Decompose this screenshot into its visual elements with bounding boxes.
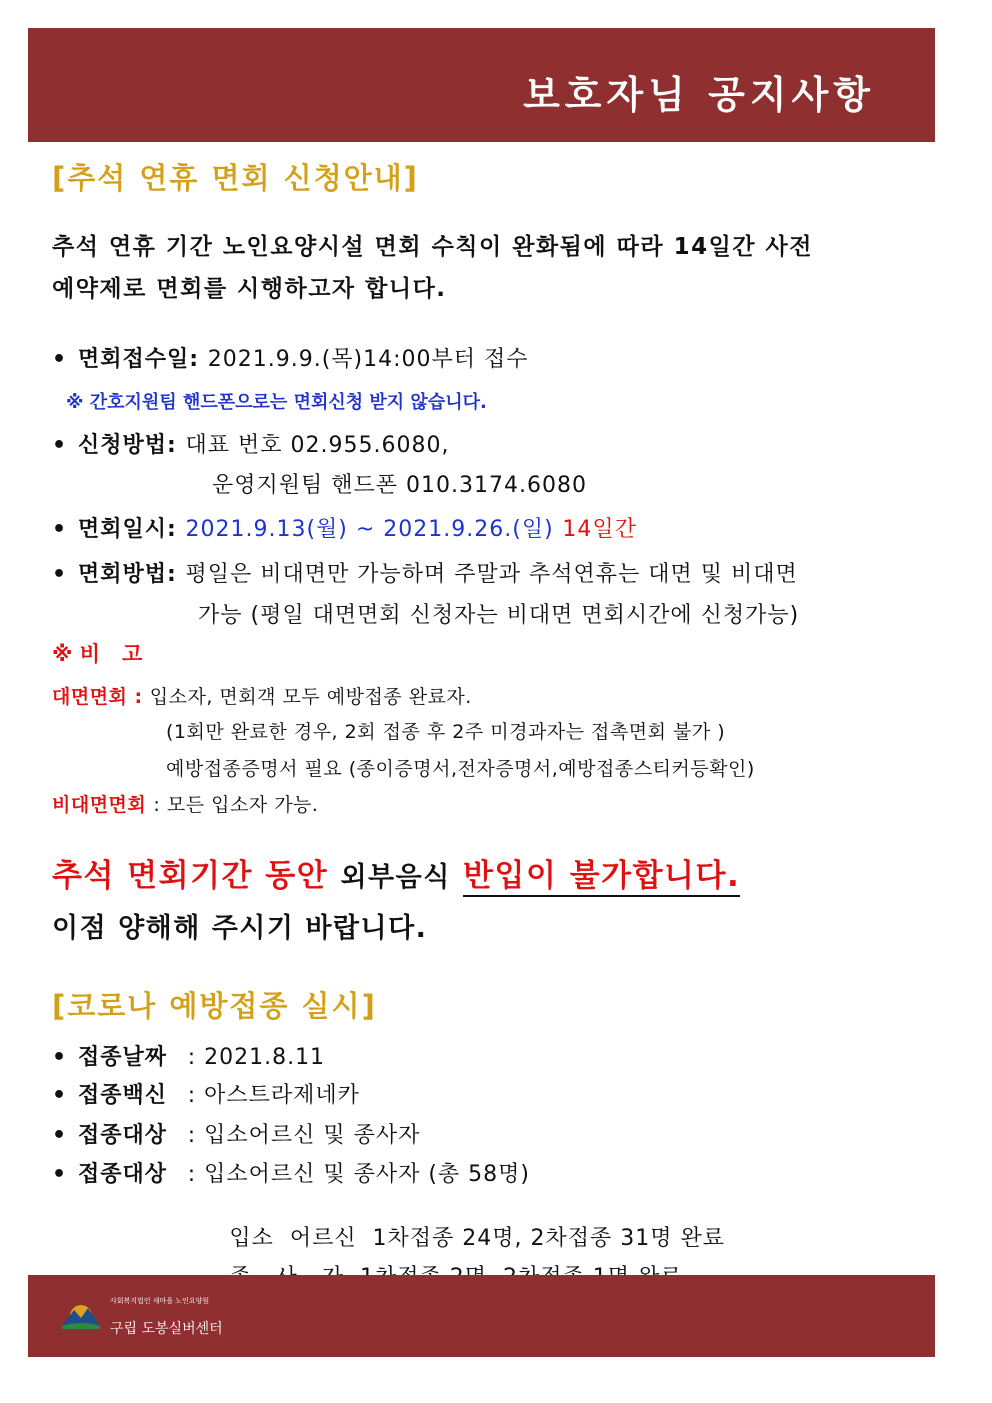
inperson-line-3-text: 예방접종증명서 필요 (종이증명서,전자증명서,예방접종스티커등확인) — [166, 758, 755, 780]
reception-value: 2021.9.9.(목)14:00부터 접수 — [207, 347, 529, 372]
logo-icon — [60, 1300, 102, 1330]
method-value-2 — [212, 468, 587, 499]
vaccine-item-label: 접종백신 — [78, 1083, 168, 1108]
way-value-2 — [198, 598, 799, 629]
inperson-line-2 — [166, 717, 725, 744]
remote-label: 비대면면회 — [52, 794, 147, 816]
vaccine-item — [52, 1040, 325, 1071]
vaccine-item — [52, 1118, 420, 1149]
org-name: 구립 도봉실버센터 — [110, 1321, 223, 1337]
vaccine-item-value: : 2021.8.11 — [187, 1045, 326, 1070]
reception-label: 면회접수일: — [78, 347, 200, 372]
vaccine-item-label: 접종대상 — [78, 1162, 168, 1187]
way-item — [52, 557, 798, 588]
inperson-line-1: 입소자, 면회객 모두 예방접종 완료자. — [149, 686, 472, 708]
bullet-icon: • — [52, 347, 68, 372]
way-label: 면회방법: — [78, 562, 177, 587]
reception-item — [52, 342, 529, 373]
food-warning — [52, 850, 740, 895]
remote-row — [52, 790, 318, 817]
method-value-1: 대표 번호 02.955.6080, — [185, 433, 450, 458]
org-small-text: 사회복지법인 새마을 노인요양원 — [110, 1297, 210, 1305]
intro-line-1: 추석 연휴 기간 노인요양시설 면회 수칙이 완화됨에 따라 14일간 사전 — [52, 234, 813, 260]
inperson-line-2-text: (1회만 완료한 경우, 2회 접종 후 2주 미경과자는 접촉면회 불가 ) — [166, 721, 726, 743]
visit-section-title: [추석 연휴 면회 신청안내] — [52, 161, 419, 195]
date-value: 2021.9.13(월) ~ 2021.9.26.(일) — [185, 517, 554, 542]
vaccine-item-label: 접종대상 — [78, 1123, 168, 1148]
way-value-1: 평일은 비대면만 가능하며 주말과 추석연휴는 대면 및 비대면 — [185, 562, 798, 587]
bullet-icon: • — [52, 1045, 68, 1070]
remarks-title: ※ 비 고 — [52, 642, 143, 666]
vaccine-item-value: : 입소어르신 및 종사자 — [187, 1123, 421, 1148]
method-item — [52, 428, 449, 459]
bullet-icon: • — [52, 1083, 68, 1108]
method-value-2-text: 운영지원팀 핸드폰 010.3174.6080 — [212, 473, 587, 498]
vaccine-detail-1-text: 입소 어르신 1차접종 24명, 2차접종 31명 완료 — [229, 1226, 726, 1251]
vaccine-item-label: 접종날짜 — [78, 1045, 168, 1070]
remote-value: : 모든 입소자 가능. — [153, 794, 319, 816]
inperson-row — [52, 682, 472, 709]
bullet-icon: • — [52, 1162, 68, 1187]
inperson-line-3 — [166, 754, 755, 781]
vaccine-item — [52, 1078, 360, 1109]
warning-black: 외부음식 — [340, 862, 451, 893]
vaccine-item — [52, 1157, 530, 1188]
reception-note: ※ 간호지원팀 핸드폰으로는 면회신청 받지 않습니다. — [66, 392, 487, 413]
bullet-icon: • — [52, 1123, 68, 1148]
date-label: 면회일시: — [78, 517, 177, 542]
page-title: 보호자님 공지사항 — [523, 73, 875, 117]
intro-line-2: 예약제로 면회를 시행하고자 합니다. — [52, 276, 447, 302]
bullet-icon: • — [52, 517, 68, 542]
method-label: 신청방법: — [78, 433, 177, 458]
date-days: 14일간 — [562, 517, 637, 542]
bullet-icon: • — [52, 433, 68, 458]
date-item — [52, 512, 637, 543]
bullet-icon: • — [52, 562, 68, 587]
warning-line-2: 이점 양해해 주시기 바랍니다. — [52, 913, 428, 944]
footer-bar — [28, 1275, 935, 1357]
inperson-label: 대면면회 : — [52, 686, 143, 708]
warning-red-1: 추석 면회기간 동안 — [52, 858, 329, 894]
header-bar — [28, 28, 935, 142]
way-value-2-text: 가능 (평일 대면면회 신청자는 비대면 면회시간에 신청가능) — [198, 603, 800, 628]
vaccine-item-value: : 아스트라제네카 — [187, 1083, 360, 1108]
warning-red-2: 반입이 불가합니다. — [463, 858, 740, 897]
vaccine-section-title: [코로나 예방접종 실시] — [52, 989, 377, 1023]
vaccine-item-value: : 입소어르신 및 종사자 (총 58명) — [187, 1162, 530, 1187]
